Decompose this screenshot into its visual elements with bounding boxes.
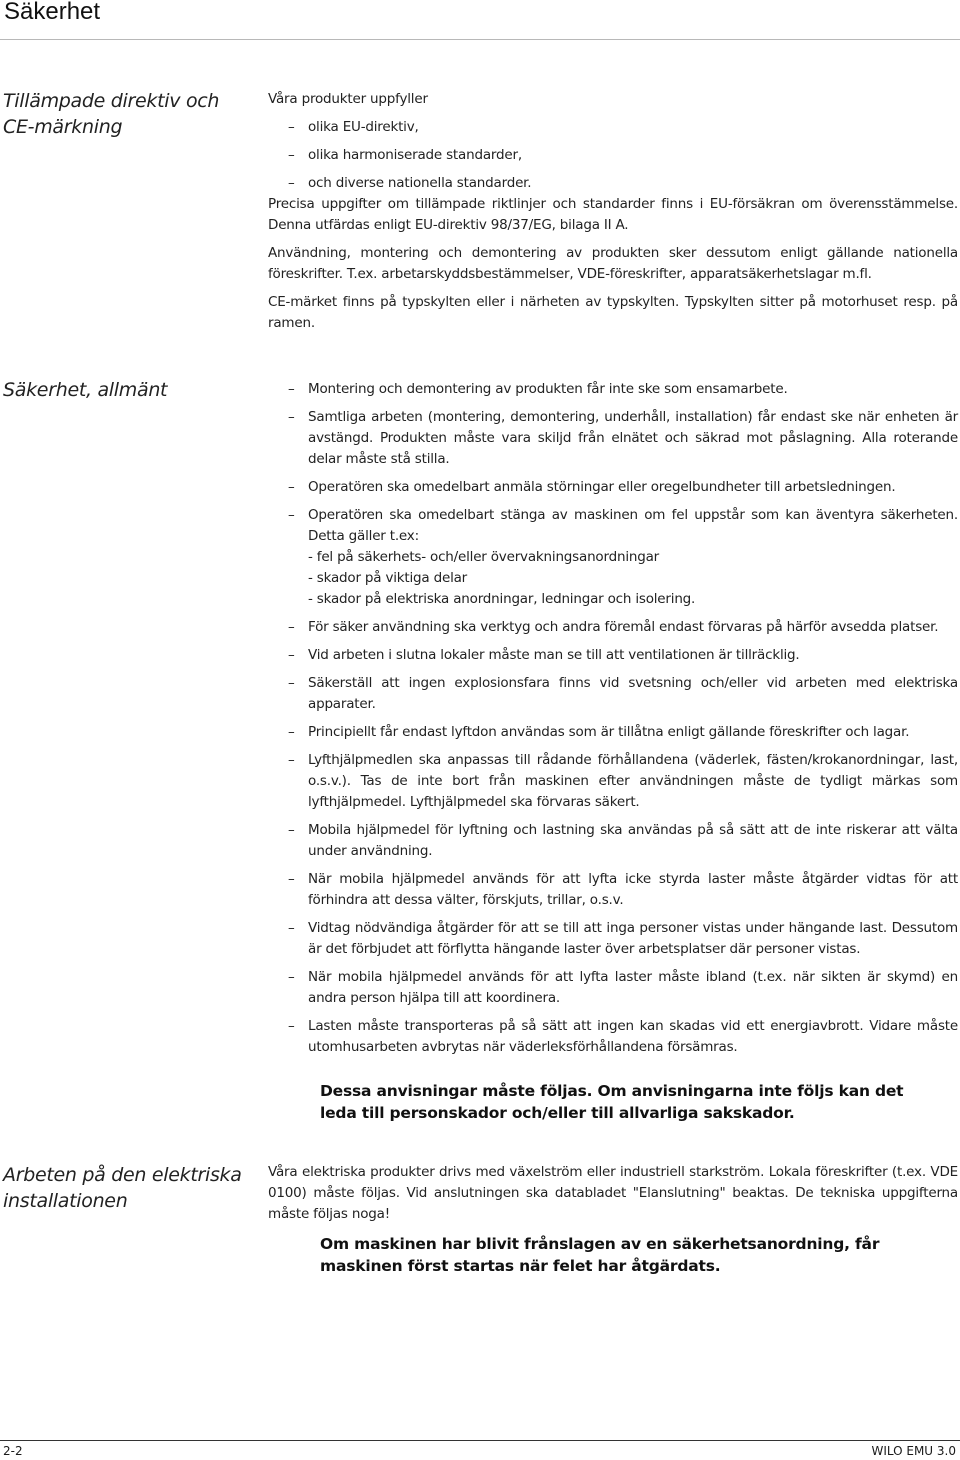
list-item: – Lasten måste transporteras på så sätt att ingen kan skadas vid ett energiavbrott. Vidare måste utomhusarbeten avbrytas när väderleksförhållandena försämras. (288, 1018, 958, 1055)
warning-text: Om maskinen har blivit frånslagen av en säkerhetsanordning, får maskinen först startas när felet har åtgärdats. (320, 1235, 880, 1275)
list-item: – Operatören ska omedelbart stänga av maskinen om fel uppstår som kan äventyra säkerheten. Detta gäller t.ex: - fel på säkerhets- och/eller övervakningsanordningar - skador på viktiga delar - skador på elektriska anordningar, ledningar och isolering. (288, 505, 958, 610)
list-item: – olika harmoniserade standarder, (288, 147, 522, 163)
list-item: – Säkerställ att ingen explosionsfara finns vid svetsning och/eller vid arbeten med elektriska apparater. (288, 675, 958, 712)
page-number: 2-2 (3, 1444, 23, 1458)
heading-line: Arbeten på den elektriska (3, 1164, 242, 1186)
sub-item: - skador på elektriska anordningar, ledningar och isolering. (308, 591, 696, 607)
list-item: – Mobila hjälpmedel för lyftning och lastning ska användas på så sätt att de inte riskerar att välta under användning. (288, 822, 958, 859)
paragraph: CE-märket finns på typskylten eller i närheten av typskylten. Typskylten sitter på motorhuset resp. på ramen. (268, 294, 958, 331)
document-name: WILO EMU 3.0 (871, 1444, 956, 1458)
list-item: – Operatören ska omedelbart anmäla störningar eller oregelbundheter till arbetsledningen. (288, 479, 896, 495)
section-heading-safety: Säkerhet, allmänt (3, 379, 168, 401)
heading-line: installationen (3, 1190, 128, 1212)
page-title: Säkerhet (4, 0, 101, 25)
list-item: – och diverse nationella standarder. (288, 175, 532, 191)
list-item: – När mobila hjälpmedel används för att lyfta laster måste ibland (t.ex. när sikten är skymd) en andra person hjälpa till att koordinera. (288, 969, 958, 1006)
list-item: – Samtliga arbeten (montering, demontering, underhåll, installation) får endast ske när enheten är avstängd. Produkten måste vara skiljd från elnätet och säkrad mot påslagning. Alla roterande delar måste stå stilla. (288, 409, 958, 467)
intro-text: Våra produkter uppfyller (268, 91, 428, 107)
safety-list (288, 379, 958, 1065)
heading-line: Tillämpade direktiv och (3, 90, 220, 112)
list-item: – Montering och demontering av produkten får inte ske som ensamarbete. (288, 381, 788, 397)
section-electrical-body (268, 1162, 958, 1225)
list-item: – Vidtag nödvändiga åtgärder för att se till att inga personer vistas under hängande last. Dessutom är det förbjudet att förflytta hängande laster över arbetsplatser där personer vistas. (288, 920, 958, 957)
footer-divider (0, 1440, 960, 1441)
list-item: – För säker användning ska verktyg och andra föremål endast förvaras på härför avsedda platser. (288, 619, 939, 635)
paragraph: Precisa uppgifter om tillämpade riktlinjer och standarder finns i EU-försäkran om överensstämmelse. Denna utfärdas enligt EU-direktiv 98/37/EG, bilaga II A. (268, 196, 958, 233)
list-item: – Principiellt får endast lyftdon användas som är tillåtna enligt gällande föreskrifter och lagar. (288, 724, 910, 740)
list-item: – olika EU-direktiv, (288, 119, 419, 135)
sub-item: - skador på viktiga delar (308, 570, 468, 586)
section-directives-body (268, 89, 958, 334)
sub-item: - fel på säkerhets- och/eller övervakningsanordningar (308, 549, 660, 565)
section-heading-directives (3, 88, 253, 140)
paragraph: Våra elektriska produkter drivs med växelström eller industriell starkström. Lokala föreskrifter (t.ex. VDE 0100) måste följas. Vid anslutningen ska databladet "Elanslutning" beaktas. De tekniska uppgifterna måste följas noga! (268, 1164, 958, 1222)
warning-text: Dessa anvisningar måste följas. Om anvisningarna inte följs kan det leda till personskador och/eller till allvarliga sakskador. (320, 1082, 904, 1122)
list-item: – Lyfthjälpmedlen ska anpassas till rådande förhållandena (väderlek, fästen/krokanordningar, last, o.s.v.). Tas de inte bort från maskinen efter användningen måste de tydligt märkas som lyfthjälpmedel. Lyfthjälpmedel ska förvaras säkert. (288, 752, 958, 810)
header-divider (0, 39, 960, 40)
paragraph: Användning, montering och demontering av produkten sker dessutom enligt gällande nationella föreskrifter. T.ex. arbetarskyddsbestämmelser, VDE-föreskrifter, apparatsäkerhetslagar m.fl. (268, 245, 958, 282)
heading-line: CE-märkning (3, 116, 123, 138)
list-item: – Vid arbeten i slutna lokaler måste man se till att ventilationen är tillräcklig. (288, 647, 800, 663)
list-item: – När mobila hjälpmedel används för att lyfta icke styrda laster måste åtgärder vidtas för att förhindra att dessa välter, förskjuts, trillar, o.s.v. (288, 871, 958, 908)
section-heading-electrical (3, 1162, 253, 1214)
